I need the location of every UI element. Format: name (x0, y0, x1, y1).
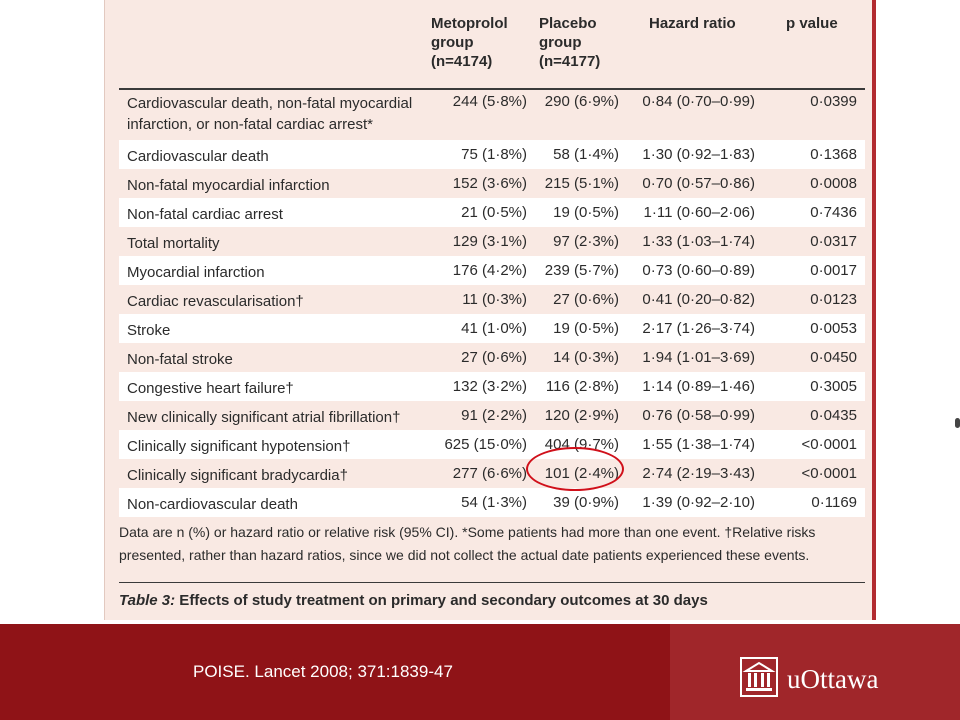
hazard-ratio-value: 0·76 (0·58–0·99) (642, 407, 755, 424)
hazard-ratio-value: 0·84 (0·70–0·99) (642, 93, 755, 110)
p-value: 0·0008 (810, 175, 857, 192)
header-p-value: p value (786, 15, 838, 32)
table-body (119, 90, 865, 517)
results-table-panel (104, 0, 876, 620)
row-label: Cardiovascular death, non-fatal myocardial infarction, or non-fatal cardiac arrest* (127, 95, 413, 133)
table-row (119, 285, 865, 314)
metoprolol-value: 152 (3·6%) (452, 175, 527, 192)
university-building-icon (740, 657, 778, 697)
row-label: Clinically significant hypotension† (127, 438, 351, 455)
table-caption: Table 3: Effects of study treatment on primary and secondary outcomes at 30 days (119, 592, 708, 609)
table-row (119, 343, 865, 372)
placebo-value: 239 (5·7%) (544, 262, 619, 279)
row-label: Cardiovascular death (127, 148, 269, 165)
metoprolol-value: 54 (1·3%) (461, 494, 527, 511)
hazard-ratio-value: 0·41 (0·20–0·82) (642, 291, 755, 308)
metoprolol-value: 75 (1·8%) (461, 146, 527, 163)
placebo-value: 290 (6·9%) (544, 93, 619, 110)
placebo-value: 58 (1·4%) (553, 146, 619, 163)
row-label: Cardiac revascularisation† (127, 293, 304, 310)
p-value: 0·0123 (810, 291, 857, 308)
placebo-value: 19 (0·5%) (553, 204, 619, 221)
row-label: Myocardial infarction (127, 264, 265, 281)
placebo-value: 97 (2·3%) (553, 233, 619, 250)
hazard-ratio-value: 2·74 (2·19–3·43) (642, 465, 755, 482)
placebo-value: 14 (0·3%) (553, 349, 619, 366)
table-footnote: Data are n (%) or hazard ratio or relative risk (95% CI). *Some patients had more than one event. †Relative risks presented, rather than hazard ratios, since we did not collect the actual date patients experienced these events. (119, 524, 816, 563)
results-table (119, 0, 865, 609)
metoprolol-value: 11 (0·3%) (462, 291, 527, 308)
placebo-value: 39 (0·9%) (553, 494, 619, 511)
placebo-value: 215 (5·1%) (544, 175, 619, 192)
metoprolol-value: 625 (15·0%) (444, 436, 527, 453)
table-row (119, 430, 865, 459)
p-value: 0·1169 (811, 494, 857, 511)
row-label: Stroke (127, 322, 171, 339)
hazard-ratio-value: 1·33 (1·03–1·74) (642, 233, 755, 250)
hazard-ratio-value: 1·30 (0·92–1·83) (642, 146, 755, 163)
table-row (119, 459, 865, 488)
uottawa-logo-text: uOttawa (787, 664, 879, 694)
row-label: Congestive heart failure† (127, 380, 294, 397)
edge-mark (955, 418, 960, 428)
table-row (119, 227, 865, 256)
metoprolol-value: 277 (6·6%) (452, 465, 527, 482)
placebo-value: 120 (2·9%) (544, 407, 619, 424)
p-value: 0·0399 (810, 93, 857, 110)
p-value: 0·0017 (810, 262, 857, 279)
metoprolol-value: 176 (4·2%) (452, 262, 527, 279)
table-row (119, 140, 865, 169)
placebo-value: 27 (0·6%) (553, 291, 619, 308)
metoprolol-value: 244 (5·8%) (452, 93, 527, 110)
highlight-circle-annotation (526, 447, 624, 491)
p-value: 0·0435 (810, 407, 857, 424)
hazard-ratio-value: 2·17 (1·26–3·74) (642, 320, 755, 337)
header-placebo: Placebo group (n=4177) (539, 15, 601, 70)
metoprolol-value: 129 (3·1%) (452, 233, 527, 250)
p-value: 0·3005 (810, 378, 857, 395)
hazard-ratio-value: 1·11 (0·60–2·06) (643, 204, 755, 221)
p-value: 0·7436 (810, 204, 857, 221)
table-row (119, 314, 865, 343)
table-row (119, 169, 865, 198)
p-value: 0·0317 (810, 233, 857, 250)
metoprolol-value: 21 (0·5%) (461, 204, 527, 221)
table-header (119, 0, 865, 88)
table-row (119, 198, 865, 227)
table-row (119, 401, 865, 430)
header-hazard-ratio: Hazard ratio (649, 15, 736, 32)
table-row (119, 256, 865, 285)
citation-text: POISE. Lancet 2008; 371:1839-47 (193, 662, 453, 681)
table-row (119, 488, 865, 517)
row-label: Non-cardiovascular death (127, 496, 298, 513)
placebo-value: 19 (0·5%) (553, 320, 619, 337)
table-row (119, 372, 865, 401)
metoprolol-value: 27 (0·6%) (461, 349, 527, 366)
hazard-ratio-value: 1·39 (0·92–2·10) (642, 494, 755, 511)
p-value: 0·1368 (810, 146, 857, 163)
row-label: New clinically significant atrial fibrillation† (127, 409, 401, 426)
p-value: 0·0450 (810, 349, 857, 366)
header-metoprolol: Metoprolol group (n=4174) (431, 15, 508, 70)
hazard-ratio-value: 1·94 (1·01–3·69) (642, 349, 755, 366)
caption-rule (119, 582, 865, 583)
placebo-value: 116 (2·8%) (545, 378, 619, 395)
table-row (119, 90, 865, 140)
row-label: Non-fatal cardiac arrest (127, 206, 283, 223)
p-value: 0·0053 (810, 320, 857, 337)
metoprolol-value: 41 (1·0%) (461, 320, 527, 337)
row-label: Total mortality (127, 235, 220, 252)
p-value: <0·0001 (801, 436, 857, 453)
metoprolol-value: 132 (3·2%) (452, 378, 527, 395)
placebo-value: 404 (9·7%) (544, 436, 619, 453)
metoprolol-value: 91 (2·2%) (461, 407, 527, 424)
row-label: Non-fatal stroke (127, 351, 233, 368)
placebo-value: 101 (2·4%) (544, 465, 619, 482)
row-label: Non-fatal myocardial infarction (127, 177, 330, 194)
p-value: <0·0001 (801, 465, 857, 482)
hazard-ratio-value: 1·55 (1·38–1·74) (642, 436, 755, 453)
hazard-ratio-value: 0·73 (0·60–0·89) (642, 262, 755, 279)
hazard-ratio-value: 0·70 (0·57–0·86) (642, 175, 755, 192)
row-label: Clinically significant bradycardia† (127, 467, 348, 484)
hazard-ratio-value: 1·14 (0·89–1·46) (642, 378, 755, 395)
